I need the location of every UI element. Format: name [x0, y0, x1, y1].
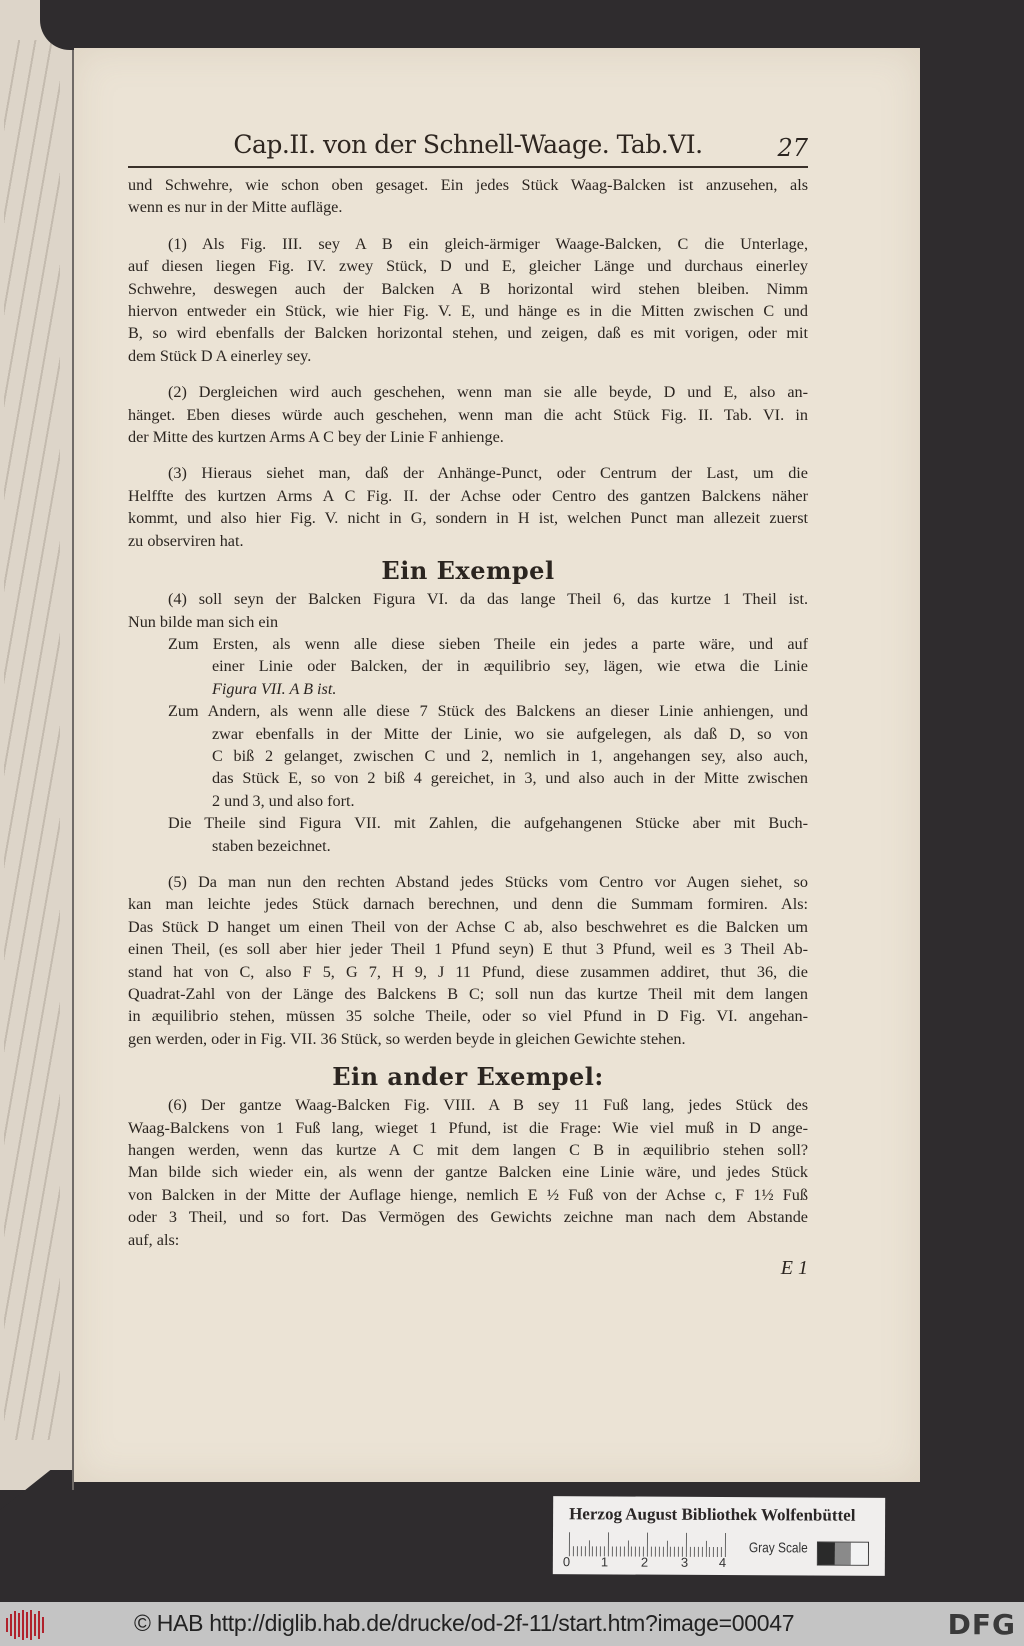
text-line: (4) soll seyn der Balcken Figura VI. da das lange Theil 6, das kurtze 1 Theil ist.	[168, 590, 808, 609]
text-line: kommt, und also hier Fig. V. nicht in G, sondern in H ist, welchen Punct man allezeit zuerst	[128, 509, 808, 528]
paragraph-1	[128, 233, 808, 367]
text-line: Man bilde sich wieder ein, als wenn der gantze Balcken eine Linie wäre, und jedes Stück	[128, 1163, 808, 1182]
grayscale-swatch	[817, 1542, 869, 1566]
text-line: B, so wird ebenfalls der Balcken horizontal stehen, und zeigen, daß es mit vorigen, oder mit	[128, 324, 808, 343]
running-head	[128, 126, 808, 168]
page-number: 27	[777, 134, 808, 162]
ruler-label: 2	[640, 1554, 649, 1570]
text-line: Die Theile sind Figura VII. mit Zahlen, die aufgehangenen Stücke aber mit Buch-	[168, 814, 808, 833]
text-line: Helffte des kurtzen Arms A C Fig. II. der Achse oder Centro des gantzen Balckens näher	[128, 486, 808, 505]
text-line: der Mitte des kurtzen Arms A C bey der Linie F anhienge.	[128, 428, 504, 447]
text-line: (3) Hieraus siehet man, daß der Anhänge-Punct, oder Centrum der Last, um die	[168, 464, 808, 483]
text-line: in æquilibrio stehen, müssen 35 solche Theile, oder so viel Pfund in D Fig. VI. angehan-	[128, 1007, 808, 1026]
text-line: Figura VII. A B ist.	[212, 679, 337, 698]
dfg-logo-icon: DFG	[947, 1608, 1016, 1641]
text-line: Zum Andern, als wenn alle diese 7 Stück des Balckens an dieser Linie anhiengen, und	[168, 702, 808, 721]
copyright-link[interactable]: © HAB http://diglib.hab.de/drucke/od-2f-11/start.htm?image=00047	[134, 1610, 795, 1636]
sub-item-second	[128, 700, 808, 812]
text-line: von Balcken in der Mitte der Auflage hienge, nemlich E ½ Fuß von der Achse c, F 1½ Fuß	[128, 1185, 808, 1204]
page-corner-shadow-bottom	[0, 1470, 72, 1510]
text-line: Schwehre, deswegen auch der Balcken A B horizontal wird stehen bleiben. Nimm	[128, 279, 808, 298]
text-line: Das Stück D hanget um einen Theil von der Achse C ab, also beschwehret es die Balcken um	[128, 917, 808, 936]
text-line: und Schwehre, wie schon oben gesaget. Ein jedes Stück Waag-Balcken ist anzusehen, als	[128, 176, 808, 194]
text-line: hiervon entweder ein Stück, wie hier Fig. V. E, und hänge es in die Mitten zwischen C und	[128, 302, 808, 321]
text-line: zwar ebenfalls in der Mitte der Linie, wo sie aufgelegen, als daß D, so von	[212, 724, 808, 743]
swatch-dark	[818, 1543, 835, 1565]
swatch-mid	[835, 1543, 852, 1565]
paragraph-2	[128, 381, 808, 448]
footer-bar	[0, 1602, 1024, 1646]
library-name: Herzog August Bibliothek Wolfenbüttel	[569, 1504, 856, 1525]
text-line: einen Theil, (es soll aber hier jeder Theil 1 Pfund seyn) E thut 3 Pfund, weil es 3 Theil Ab-	[128, 940, 808, 959]
text-line: einer Linie oder Balcken, der in æquilibrio sey, lägen, wie etwa die Linie	[212, 657, 808, 676]
library-label-card	[553, 1496, 885, 1576]
section-heading-ander-exempel: Ein ander Exempel:	[332, 1062, 604, 1092]
paragraph-4	[128, 588, 808, 633]
ruler-scale	[569, 1532, 729, 1557]
hab-logo-icon	[6, 1610, 46, 1640]
page-content	[128, 126, 808, 1291]
paragraph-6	[128, 1094, 808, 1251]
intro-paragraph	[128, 174, 808, 219]
paragraph-3	[128, 462, 808, 552]
text-line: (2) Dergleichen wird auch geschehen, wenn man sie alle beyde, D und E, also an-	[168, 383, 808, 402]
text-line: stand hat von C, also F 5, G 7, H 9, J 11 Pfund, diese zusammen addiret, thut 36, die	[128, 962, 808, 981]
text-line: Zum Ersten, als wenn alle diese sieben Theile ein jedes a parte wäre, und auf	[168, 634, 808, 653]
text-line: dem Stück D A einerley sey.	[128, 346, 312, 365]
left-page-bleed-text	[4, 40, 60, 1440]
swatch-light	[851, 1543, 868, 1565]
text-line: das Stück E, so von 2 biß 4 gereichet, in 3, und also auch in der Mitte zwischen	[212, 769, 808, 788]
ruler-labels	[563, 1554, 743, 1573]
text-line: (6) Der gantze Waag-Balcken Fig. VIII. A B sey 11 Fuß lang, jedes Stück des	[168, 1096, 808, 1115]
ruler-label: 0	[562, 1554, 571, 1570]
text-line: hangen werden, wenn das kurtze A C mit dem langen C B in æquilibrio stehen soll?	[128, 1141, 808, 1160]
text-line: hänget. Eben dieses würde auch geschehen, wenn man die acht Stück Fig. II. Tab. VI. in	[128, 405, 808, 424]
text-line: wenn es nur in der Mitte aufläge.	[128, 198, 343, 217]
signature-mark: E 1	[780, 1257, 808, 1280]
text-line: auf, als:	[128, 1230, 180, 1249]
section-heading-exempel: Ein Exempel	[381, 556, 555, 586]
ruler-label: 4	[718, 1554, 727, 1571]
text-line: C biß 2 gelanget, zwischen C und 2, nemlich in 1, angehangen sey, also auch,	[212, 746, 808, 765]
text-line: Quadrat-Zahl von der Länge des Balckens B C; soll nun das kurtze Theil mit dem langen	[128, 985, 808, 1003]
text-line: Nun bilde man sich ein	[128, 612, 279, 631]
text-line: (1) Als Fig. III. sey A B ein gleich-ärmiger Waage-Balcken, C die Unterlage,	[168, 234, 808, 253]
grayscale-label: Gray Scale	[748, 1539, 808, 1556]
sub-item-first	[128, 633, 808, 700]
text-line: kan man leichte jedes Stück darnach berechnen, und denn die Summam formiren. Als:	[128, 895, 808, 914]
text-line: zu observiren hat.	[128, 531, 244, 550]
text-line: oder 3 Theil, und so fort. Das Vermögen des Gewichts zeichne man nach dem Abstande	[128, 1208, 808, 1227]
text-line: staben bezeichnet.	[212, 836, 331, 855]
text-line: 2 und 3, und also fort.	[212, 791, 355, 810]
text-line: Waag-Balckens von 1 Fuß lang, wieget 1 Pfund, ist die Frage: Wie viel muß in D ange-	[128, 1118, 808, 1137]
running-head-title: Cap.II. von der Schnell-Waage. Tab.VI.	[233, 130, 703, 159]
left-page-edge	[0, 0, 74, 1490]
paragraph-5	[128, 871, 808, 1050]
sub-item-note	[128, 812, 808, 857]
text-line: auf diesen liegen Fig. IV. zwey Stück, D und E, gleicher Länge und durchaus einerley	[128, 257, 808, 276]
ruler-label: 3	[680, 1554, 689, 1570]
text-line: gen werden, oder in Fig. VII. 36 Stück, so werden beyde in gleichen Gewichte stehen.	[128, 1029, 686, 1048]
text-line: (5) Da man nun den rechten Abstand jedes Stücks vom Centro vor Augen siehet, so	[168, 872, 808, 891]
ruler-label: 1	[600, 1554, 609, 1570]
book-page	[74, 48, 920, 1482]
